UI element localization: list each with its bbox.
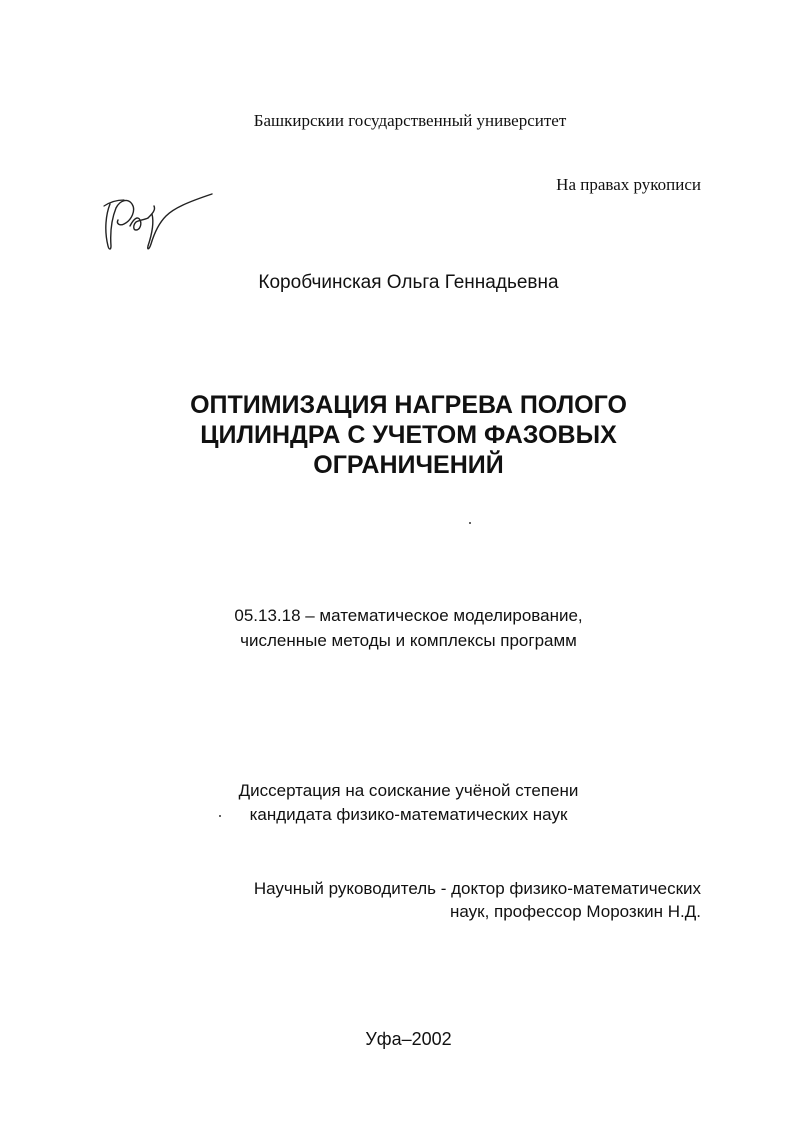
supervisor-line: Научный руководитель - доктор физико-математических bbox=[253, 879, 701, 898]
specialty-line: численные методы и комплексы программ bbox=[240, 631, 577, 650]
title-line: ОГРАНИЧЕНИЙ bbox=[313, 451, 504, 479]
specialty-line: 05.13.18 – математическое моделирование, bbox=[234, 606, 583, 625]
supervisor-line: наук, профессор Морозкин Н.Д. bbox=[449, 902, 701, 921]
dissertation-title bbox=[0, 390, 793, 480]
title-line: ОПТИМИЗАЦИЯ НАГРЕВА ПОЛОГО bbox=[190, 391, 627, 419]
degree-statement bbox=[0, 779, 793, 827]
title-line: ЦИЛИНДРА С УЧЕТОМ ФАЗОВЫХ bbox=[200, 421, 617, 449]
specialty-code bbox=[0, 603, 793, 653]
university-name: Башкирскии государственный университет bbox=[253, 111, 567, 130]
handwritten-signature-icon bbox=[96, 180, 220, 258]
city-year: Уфа–2002 bbox=[365, 1029, 452, 1049]
author-name: Коробчинская Ольга Геннадьевна bbox=[258, 272, 559, 293]
degree-line: кандидата физико-математических наук bbox=[249, 805, 568, 824]
scientific-supervisor bbox=[254, 877, 701, 923]
degree-line: Диссертация на соискание учёной степени bbox=[238, 781, 579, 800]
scan-speck bbox=[219, 815, 221, 817]
manuscript-rights-note: На правах рукописи bbox=[556, 175, 701, 194]
scan-speck bbox=[469, 522, 471, 524]
